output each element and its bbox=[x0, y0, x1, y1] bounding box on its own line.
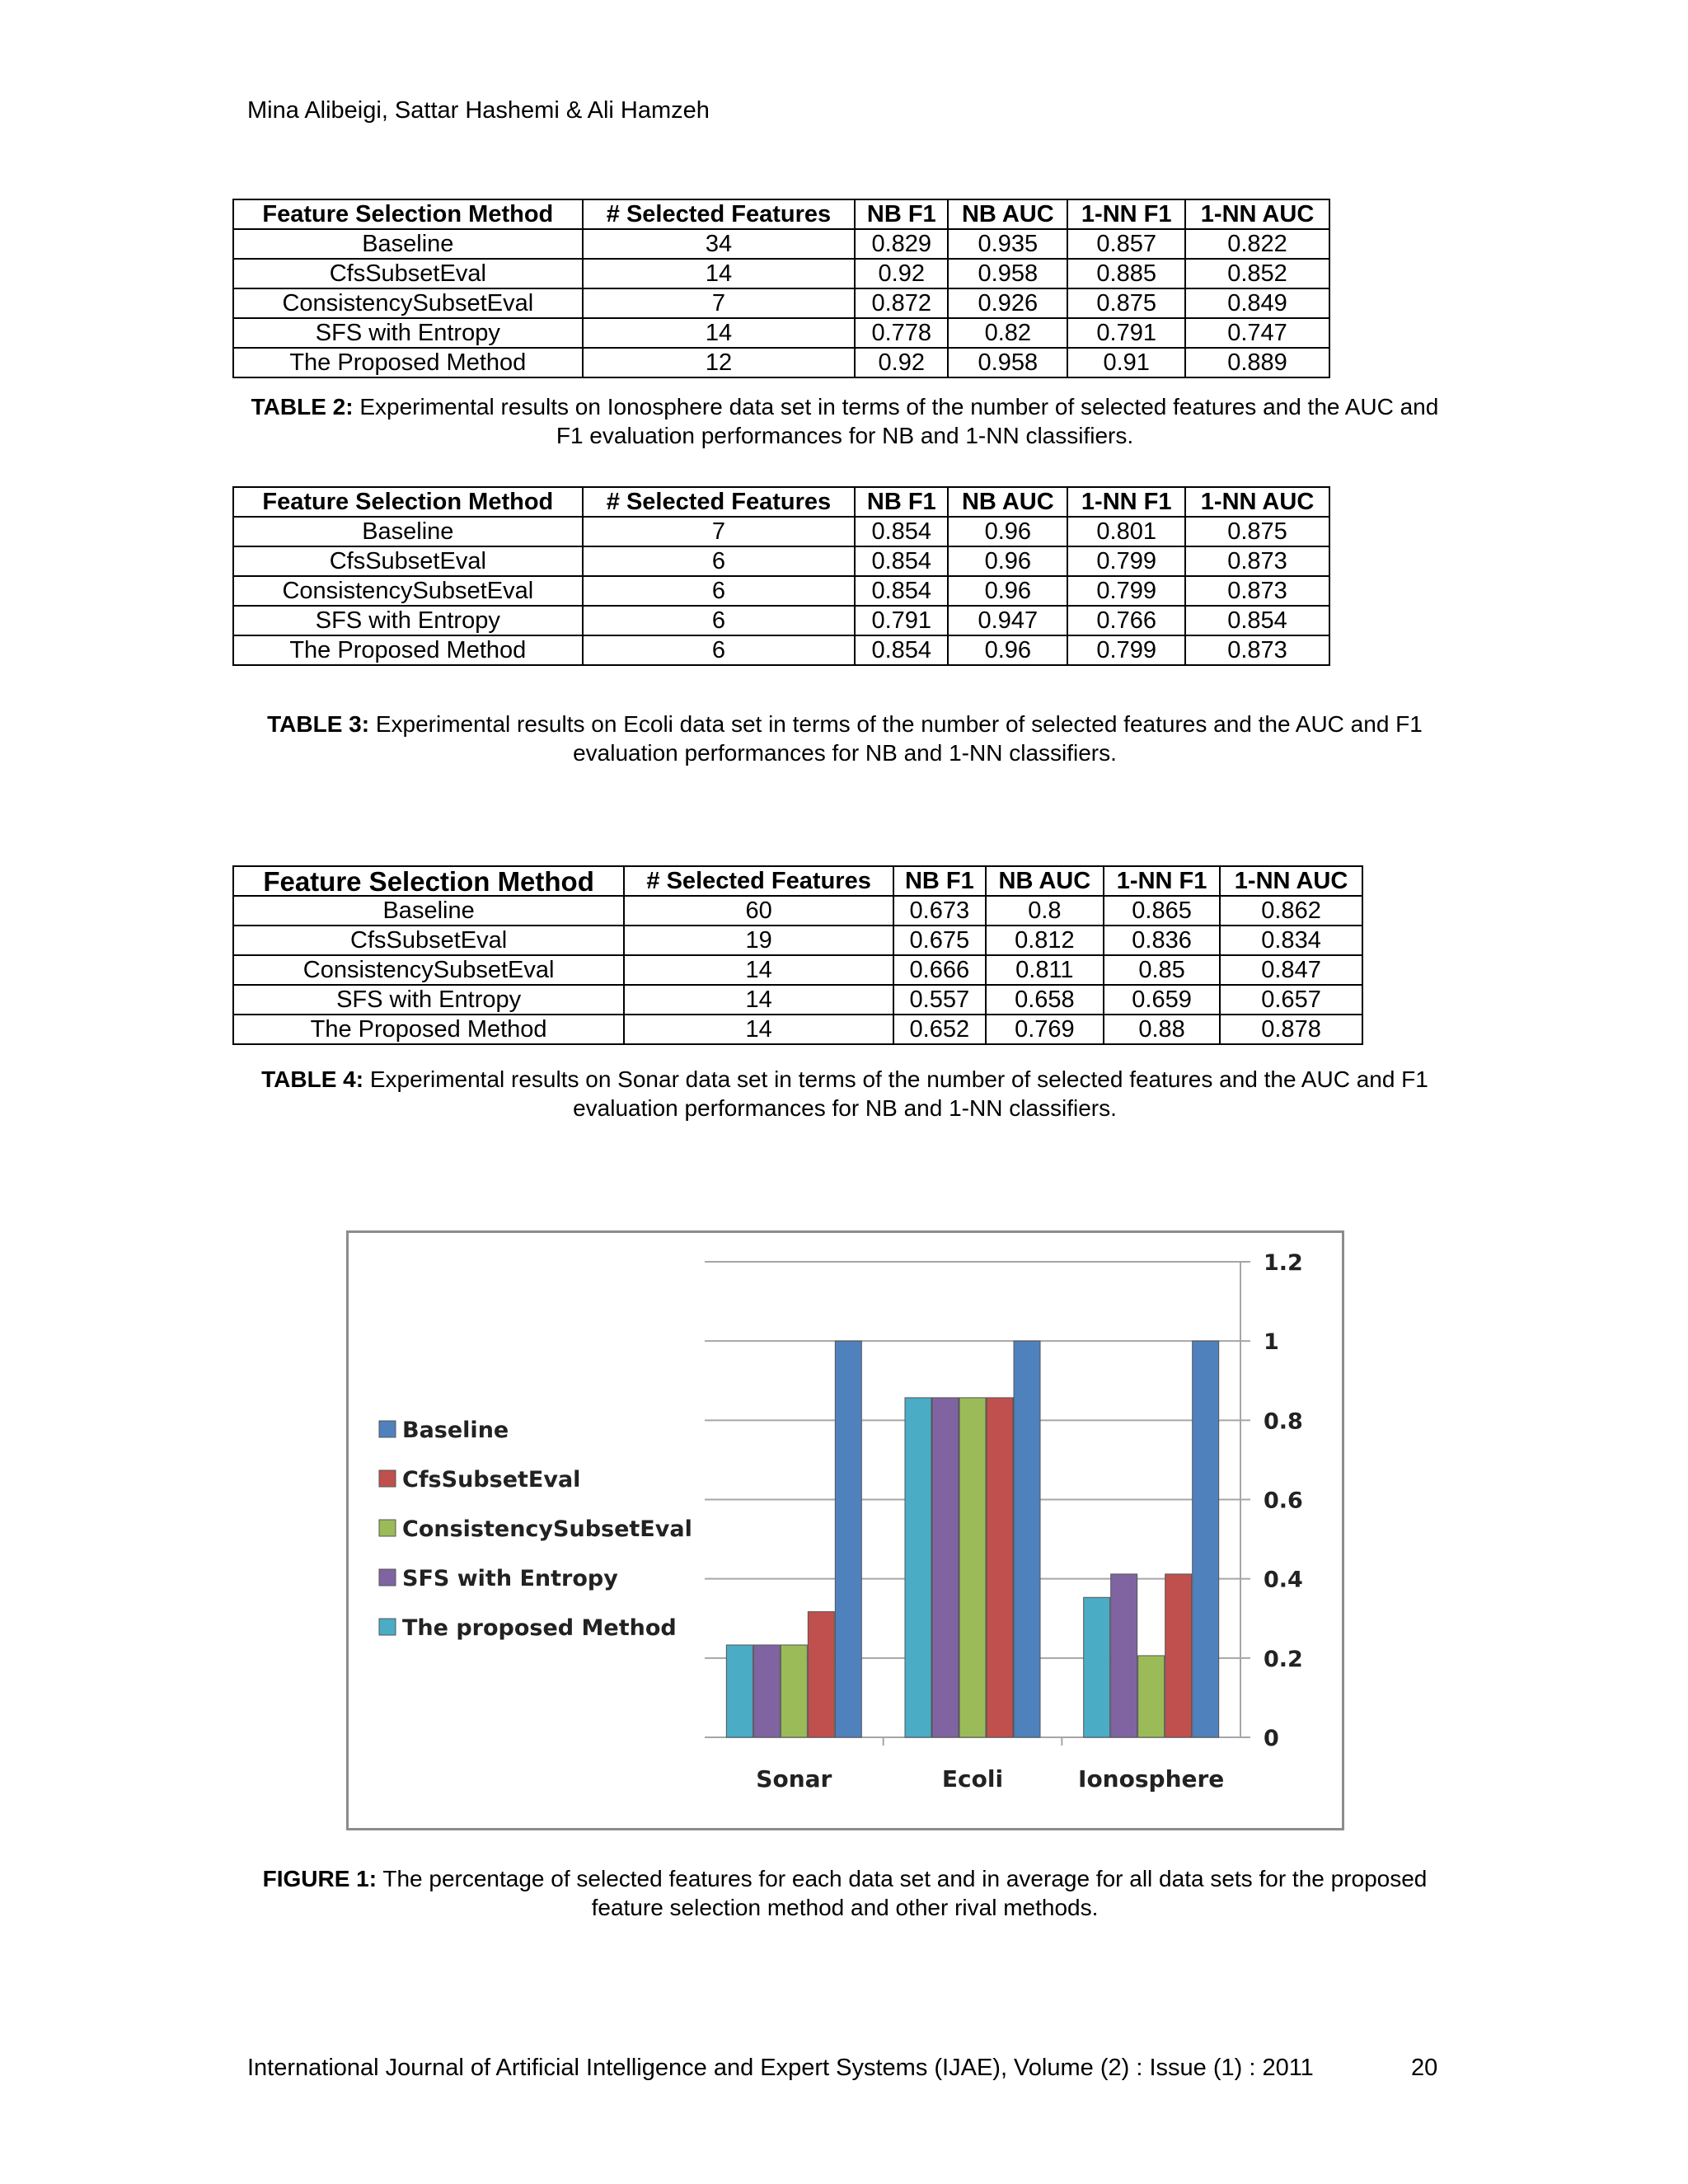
table-4-caption bbox=[239, 1065, 1451, 1122]
table-cell: CfsSubsetEval bbox=[233, 546, 583, 576]
y-tick-label: 0.4 bbox=[1264, 1567, 1303, 1593]
table-row bbox=[233, 576, 1329, 606]
table-2-caption bbox=[239, 392, 1451, 450]
table-sonar bbox=[232, 865, 1363, 1045]
col-selected: # Selected Features bbox=[583, 199, 856, 229]
bar bbox=[1138, 1656, 1165, 1737]
caption-label: TABLE 4: bbox=[261, 1066, 364, 1092]
running-header: Mina Alibeigi, Sattar Hashemi & Ali Hamzeh bbox=[247, 97, 710, 124]
col-nb-auc: NB AUC bbox=[948, 199, 1067, 229]
table-row bbox=[233, 955, 1362, 985]
table-row bbox=[233, 318, 1329, 348]
table-cell: 0.658 bbox=[986, 985, 1104, 1015]
col-nb-auc: NB AUC bbox=[986, 866, 1104, 896]
table-cell: 0.875 bbox=[1185, 517, 1329, 546]
bar bbox=[753, 1645, 780, 1737]
table-cell: 0.657 bbox=[1220, 985, 1362, 1015]
table-cell: 0.873 bbox=[1185, 576, 1329, 606]
table-cell: 0.801 bbox=[1067, 517, 1185, 546]
table-row bbox=[233, 896, 1362, 926]
caption-label: FIGURE 1: bbox=[262, 1866, 377, 1891]
col-method: Feature Selection Method bbox=[233, 487, 583, 517]
table-cell: 0.96 bbox=[948, 546, 1067, 576]
table-cell: 34 bbox=[583, 229, 856, 259]
col-nn-auc: 1-NN AUC bbox=[1185, 487, 1329, 517]
table-cell: Baseline bbox=[233, 896, 624, 926]
table-row bbox=[233, 926, 1362, 955]
legend-label: CfsSubsetEval bbox=[402, 1467, 581, 1493]
journal-footer: International Journal of Artificial Intelligence and Expert Systems (IJAE), Volume (2) : Issue (1) : 2011 bbox=[247, 2055, 1314, 2081]
table-cell: 0.875 bbox=[1067, 288, 1185, 318]
table-cell: 19 bbox=[624, 926, 893, 955]
bar bbox=[905, 1398, 931, 1737]
y-tick-label: 0.2 bbox=[1264, 1646, 1303, 1672]
table-cell: 0.92 bbox=[855, 259, 948, 288]
table-cell: 0.958 bbox=[948, 259, 1067, 288]
legend-label: The proposed Method bbox=[402, 1615, 677, 1641]
legend-label: SFS with Entropy bbox=[402, 1566, 618, 1591]
table-cell: 0.96 bbox=[948, 576, 1067, 606]
x-category-label: Ionosphere bbox=[1078, 1765, 1225, 1793]
table-cell: 0.812 bbox=[986, 926, 1104, 955]
table-cell: 0.836 bbox=[1104, 926, 1220, 955]
table-row bbox=[233, 348, 1329, 377]
table-cell: 0.834 bbox=[1220, 926, 1362, 955]
table-cell: 0.652 bbox=[893, 1015, 986, 1044]
table-cell: SFS with Entropy bbox=[233, 606, 583, 635]
table-cell: 6 bbox=[583, 576, 856, 606]
table-cell: 0.91 bbox=[1067, 348, 1185, 377]
table-cell: ConsistencySubsetEval bbox=[233, 288, 583, 318]
table-cell: 0.852 bbox=[1185, 259, 1329, 288]
table-cell: 14 bbox=[624, 1015, 893, 1044]
bar-chart bbox=[349, 1233, 1342, 1828]
table-cell: 0.673 bbox=[893, 896, 986, 926]
table-cell: 7 bbox=[583, 517, 856, 546]
bar bbox=[959, 1398, 986, 1737]
table-cell: 0.96 bbox=[948, 517, 1067, 546]
table-cell: 0.947 bbox=[948, 606, 1067, 635]
legend-swatch bbox=[379, 1619, 396, 1635]
bar bbox=[1084, 1597, 1110, 1737]
table-cell: Baseline bbox=[233, 229, 583, 259]
table-cell: 0.862 bbox=[1220, 896, 1362, 926]
table-cell: 0.873 bbox=[1185, 635, 1329, 665]
table-cell: 0.854 bbox=[855, 576, 948, 606]
table-row bbox=[233, 635, 1329, 665]
col-nb-auc: NB AUC bbox=[948, 487, 1067, 517]
table-ionosphere bbox=[232, 199, 1330, 378]
table-cell: 14 bbox=[624, 985, 893, 1015]
col-method: Feature Selection Method bbox=[233, 199, 583, 229]
caption-label: TABLE 2: bbox=[251, 394, 354, 419]
legend-swatch bbox=[379, 1421, 396, 1437]
table-cell: 0.847 bbox=[1220, 955, 1362, 985]
col-nn-f1: 1-NN F1 bbox=[1067, 199, 1185, 229]
table-cell: 0.822 bbox=[1185, 229, 1329, 259]
col-nn-f1: 1-NN F1 bbox=[1104, 866, 1220, 896]
table-row bbox=[233, 606, 1329, 635]
table-cell: CfsSubsetEval bbox=[233, 926, 624, 955]
table-row bbox=[233, 546, 1329, 576]
table-cell: 0.92 bbox=[855, 348, 948, 377]
table-cell: 12 bbox=[583, 348, 856, 377]
table-row bbox=[233, 985, 1362, 1015]
table-row bbox=[233, 259, 1329, 288]
caption-label: TABLE 3: bbox=[267, 711, 370, 737]
bar bbox=[1165, 1574, 1192, 1737]
table-cell: 0.791 bbox=[1067, 318, 1185, 348]
table-cell: 0.557 bbox=[893, 985, 986, 1015]
table-cell: 0.854 bbox=[855, 635, 948, 665]
table-cell: 0.791 bbox=[855, 606, 948, 635]
bar bbox=[781, 1645, 807, 1737]
table-cell: Baseline bbox=[233, 517, 583, 546]
col-selected: # Selected Features bbox=[583, 487, 856, 517]
col-nn-auc: 1-NN AUC bbox=[1220, 866, 1362, 896]
col-nb-f1: NB F1 bbox=[893, 866, 986, 896]
table-cell: 6 bbox=[583, 546, 856, 576]
table-cell: 0.769 bbox=[986, 1015, 1104, 1044]
table-3-caption bbox=[239, 710, 1451, 767]
table-cell: ConsistencySubsetEval bbox=[233, 576, 583, 606]
table-cell: 0.96 bbox=[948, 635, 1067, 665]
table-cell: 0.799 bbox=[1067, 635, 1185, 665]
col-nn-auc: 1-NN AUC bbox=[1185, 199, 1329, 229]
page-number: 20 bbox=[1411, 2055, 1438, 2081]
bar bbox=[1111, 1574, 1137, 1737]
figure-1-frame bbox=[346, 1230, 1344, 1830]
x-category-label: Sonar bbox=[756, 1765, 832, 1793]
bar bbox=[835, 1341, 861, 1737]
x-category-label: Ecoli bbox=[941, 1765, 1004, 1793]
y-tick-label: 1.2 bbox=[1264, 1250, 1303, 1276]
table-cell: 0.889 bbox=[1185, 348, 1329, 377]
legend-label: Baseline bbox=[402, 1418, 509, 1443]
figure-1-caption bbox=[239, 1864, 1451, 1922]
caption-text: Experimental results on Ionosphere data set in terms of the number of selected features and the AUC and F1 evaluation performances for NB and 1-NN classifiers. bbox=[353, 394, 1439, 448]
table-cell: CfsSubsetEval bbox=[233, 259, 583, 288]
table-cell: 0.935 bbox=[948, 229, 1067, 259]
table-row bbox=[233, 1015, 1362, 1044]
table-cell: 6 bbox=[583, 606, 856, 635]
table-cell: 0.766 bbox=[1067, 606, 1185, 635]
table-cell: The Proposed Method bbox=[233, 348, 583, 377]
table-header-row bbox=[233, 199, 1329, 229]
col-nb-f1: NB F1 bbox=[855, 487, 948, 517]
table-cell: 0.873 bbox=[1185, 546, 1329, 576]
table-cell: 0.854 bbox=[855, 517, 948, 546]
table-cell: SFS with Entropy bbox=[233, 318, 583, 348]
table-ecoli bbox=[232, 486, 1330, 666]
caption-text: The percentage of selected features for each data set and in average for all data sets for the proposed feature selection method and other rival methods. bbox=[377, 1866, 1428, 1920]
table-cell: 0.799 bbox=[1067, 576, 1185, 606]
caption-text: Experimental results on Sonar data set in terms of the number of selected features and the AUC and F1 evaluation performances for NB and 1-NN classifiers. bbox=[363, 1066, 1428, 1121]
table-cell: 0.857 bbox=[1067, 229, 1185, 259]
bar bbox=[726, 1645, 753, 1737]
table-cell: 14 bbox=[624, 955, 893, 985]
table-cell: The Proposed Method bbox=[233, 635, 583, 665]
table-cell: The Proposed Method bbox=[233, 1015, 624, 1044]
table-cell: 0.854 bbox=[1185, 606, 1329, 635]
table-cell: 0.659 bbox=[1104, 985, 1220, 1015]
table-cell: 0.926 bbox=[948, 288, 1067, 318]
legend-swatch bbox=[379, 1520, 396, 1536]
col-nb-f1: NB F1 bbox=[855, 199, 948, 229]
table-cell: 0.872 bbox=[855, 288, 948, 318]
table-cell: 0.747 bbox=[1185, 318, 1329, 348]
col-nn-f1: 1-NN F1 bbox=[1067, 487, 1185, 517]
table-cell: 0.799 bbox=[1067, 546, 1185, 576]
bar bbox=[808, 1612, 834, 1737]
table-cell: 0.811 bbox=[986, 955, 1104, 985]
table-cell: 0.778 bbox=[855, 318, 948, 348]
table-cell: 60 bbox=[624, 896, 893, 926]
y-tick-label: 0.6 bbox=[1264, 1488, 1303, 1514]
col-method: Feature Selection Method bbox=[233, 866, 624, 896]
table-row bbox=[233, 517, 1329, 546]
bar bbox=[1014, 1341, 1040, 1737]
table-cell: ConsistencySubsetEval bbox=[233, 955, 624, 985]
bar bbox=[932, 1398, 959, 1737]
y-tick-label: 1 bbox=[1264, 1329, 1279, 1356]
legend-label: ConsistencySubsetEval bbox=[402, 1516, 692, 1542]
y-tick-label: 0.8 bbox=[1264, 1408, 1303, 1435]
y-tick-label: 0 bbox=[1264, 1726, 1279, 1751]
table-cell: 0.82 bbox=[948, 318, 1067, 348]
table-cell: 0.885 bbox=[1067, 259, 1185, 288]
table-cell: 0.675 bbox=[893, 926, 986, 955]
table-cell: 14 bbox=[583, 318, 856, 348]
table-cell: SFS with Entropy bbox=[233, 985, 624, 1015]
table-cell: 0.8 bbox=[986, 896, 1104, 926]
legend-swatch bbox=[379, 1470, 396, 1487]
table-cell: 0.878 bbox=[1220, 1015, 1362, 1044]
bar bbox=[987, 1398, 1013, 1737]
table-cell: 0.88 bbox=[1104, 1015, 1220, 1044]
col-selected: # Selected Features bbox=[624, 866, 893, 896]
table-cell: 0.849 bbox=[1185, 288, 1329, 318]
table-cell: 0.829 bbox=[855, 229, 948, 259]
table-cell: 0.958 bbox=[948, 348, 1067, 377]
table-cell: 14 bbox=[583, 259, 856, 288]
table-cell: 0.666 bbox=[893, 955, 986, 985]
table-header-row bbox=[233, 487, 1329, 517]
table-row bbox=[233, 229, 1329, 259]
table-row bbox=[233, 288, 1329, 318]
table-header-row bbox=[233, 866, 1362, 896]
bar bbox=[1193, 1341, 1219, 1737]
legend-swatch bbox=[379, 1569, 396, 1586]
table-cell: 7 bbox=[583, 288, 856, 318]
table-cell: 0.85 bbox=[1104, 955, 1220, 985]
table-cell: 6 bbox=[583, 635, 856, 665]
table-cell: 0.865 bbox=[1104, 896, 1220, 926]
table-cell: 0.854 bbox=[855, 546, 948, 576]
caption-text: Experimental results on Ecoli data set in terms of the number of selected features and the AUC and F1 evaluation performances for NB and 1-NN classifiers. bbox=[369, 711, 1423, 766]
